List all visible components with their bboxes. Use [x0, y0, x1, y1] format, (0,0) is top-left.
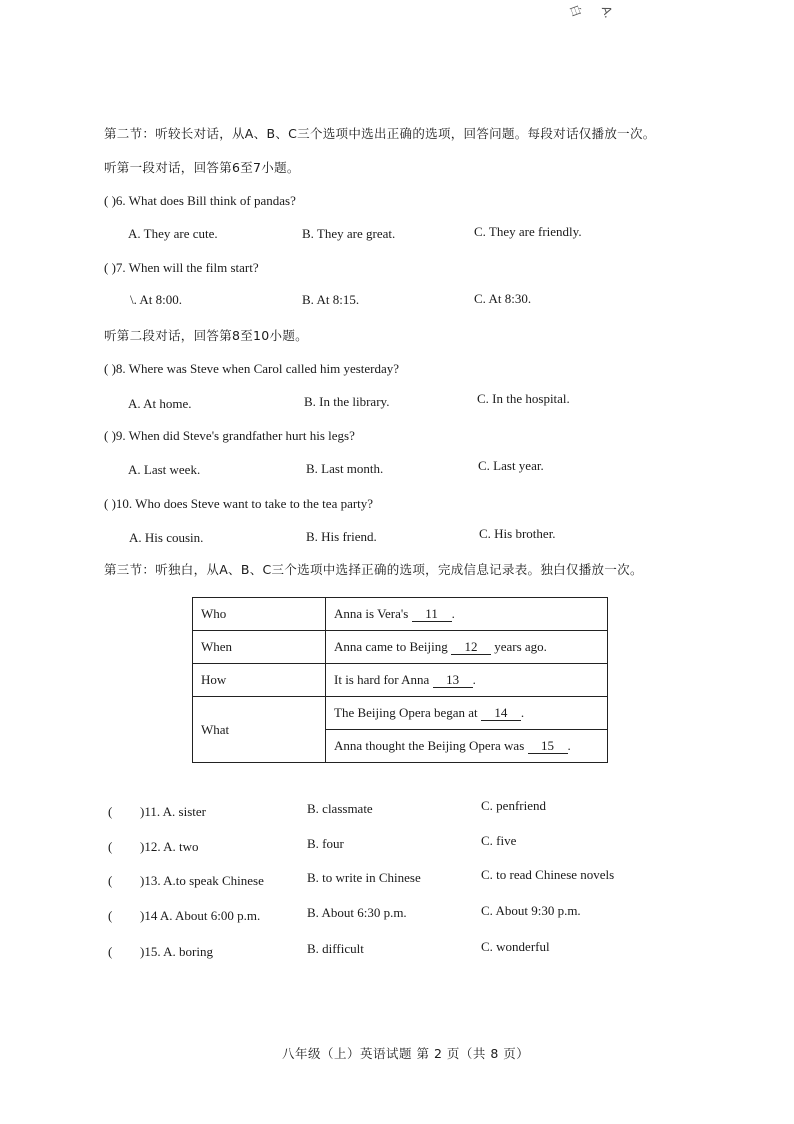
table-label-how: How [193, 664, 326, 697]
question-10-option-c: C. His brother. [479, 526, 556, 541]
what2-end: . [567, 737, 571, 753]
question-14-stem: )14 A. About 6:00 p.m. [140, 908, 261, 923]
question-14-paren: ( [108, 908, 113, 923]
table-row-what-1 [193, 697, 608, 730]
question-13-paren: ( [108, 873, 113, 888]
question-7-option-a: \. At 8:00. [130, 292, 183, 307]
table-cell-how [326, 664, 608, 697]
question-7-stem: ( )7. When will the film start? [104, 260, 259, 275]
table-row-how [193, 664, 608, 697]
question-15-paren: ( [108, 944, 113, 959]
question-15-stem: )15. A. boring [140, 944, 213, 959]
table-cell-who [326, 598, 608, 631]
info-record-table [192, 597, 608, 763]
question-8-option-b: B. In the library. [304, 394, 390, 409]
table-cell-what-1 [326, 697, 608, 730]
question-12-stem: )12. A. two [140, 839, 199, 854]
question-12-option-b: B. four [307, 836, 344, 851]
table-label-what: What [193, 697, 326, 763]
question-9-option-a: A. Last week. [128, 462, 201, 477]
when-end: years ago. [494, 638, 547, 654]
table-label-when: When [193, 631, 326, 664]
question-9-option-b: B. Last month. [306, 461, 384, 476]
table-row-who [193, 598, 608, 631]
question-10-stem: ( )10. Who does Steve want to take to the tea party? [104, 496, 374, 511]
section2-heading: 第二节：听较长对话，从A、B、C三个选项中选出正确的选项，回答问题。每段对话仅播放一次。 [104, 126, 656, 141]
question-8-stem: ( )8. Where was Steve when Carol called him yesterday? [104, 361, 400, 376]
question-11-paren: ( [108, 804, 113, 819]
section3-heading: 第三节：听独白，从A、B、C三个选项中选择正确的选项，完成信息记录表。独白仅播放一次。 [104, 562, 643, 577]
question-15-option-c: C. wonderful [481, 939, 550, 954]
question-6-option-a: A. They are cute. [128, 226, 218, 241]
question-7-option-b: B. At 8:15. [302, 292, 360, 307]
question-10-option-b: B. His friend. [306, 529, 377, 544]
corner-mark-a: A. [598, 4, 617, 20]
question-11-option-b: B. classmate [307, 801, 373, 816]
who-end: . [451, 605, 455, 621]
what1-text: The Beijing Opera began at [334, 704, 478, 720]
what2-text: Anna thought the Beijing Opera was [334, 737, 525, 753]
blank-12: 12 [451, 640, 491, 655]
when-text: Anna came to Beijing [334, 638, 448, 654]
question-12-option-c: C. five [481, 833, 517, 848]
question-13-option-b: B. to write in Chinese [307, 870, 421, 885]
question-14-option-c: C. About 9:30 p.m. [481, 903, 581, 918]
question-7-option-c: C. At 8:30. [474, 291, 532, 306]
question-11-option-c: C. penfriend [481, 798, 546, 813]
section2-part2-intro: 听第二段对话，回答第8至10小题。 [104, 328, 308, 343]
blank-13: 13 [433, 673, 473, 688]
question-10-option-a: A. His cousin. [129, 530, 204, 545]
how-end: . [472, 671, 476, 687]
question-6-option-c: C. They are friendly. [474, 224, 582, 239]
corner-mark-char: 白 [566, 2, 585, 19]
who-text: Anna is Vera's [334, 605, 409, 621]
question-13-stem: )13. A.to speak Chinese [140, 873, 264, 888]
how-text: It is hard for Anna [334, 671, 430, 687]
question-14-option-b: B. About 6:30 p.m. [307, 905, 407, 920]
blank-14: 14 [481, 706, 521, 721]
table-row-when [193, 631, 608, 664]
question-6-stem: ( )6. What does Bill think of pandas? [104, 193, 296, 208]
table-label-who: Who [193, 598, 326, 631]
question-11-stem: )11. A. sister [140, 804, 206, 819]
blank-15: 15 [528, 739, 568, 754]
question-6-option-b: B. They are great. [302, 226, 396, 241]
question-8-option-a: A. At home. [128, 396, 192, 411]
table-cell-when [326, 631, 608, 664]
question-13-option-c: C. to read Chinese novels [481, 867, 615, 882]
question-9-option-c: C. Last year. [478, 458, 544, 473]
question-12-paren: ( [108, 839, 113, 854]
section2-part1-intro: 听第一段对话，回答第6至7小题。 [104, 160, 300, 175]
question-9-stem: ( )9. When did Steve's grandfather hurt his legs? [104, 428, 355, 443]
question-15-option-b: B. difficult [307, 941, 364, 956]
question-8-option-c: C. In the hospital. [477, 391, 570, 406]
blank-11: 11 [412, 607, 452, 622]
table-cell-what-2 [326, 730, 608, 763]
what1-end: . [520, 704, 525, 720]
page-footer: 八年级（上）英语试题 第 2 页（共 8 页） [282, 1046, 530, 1061]
